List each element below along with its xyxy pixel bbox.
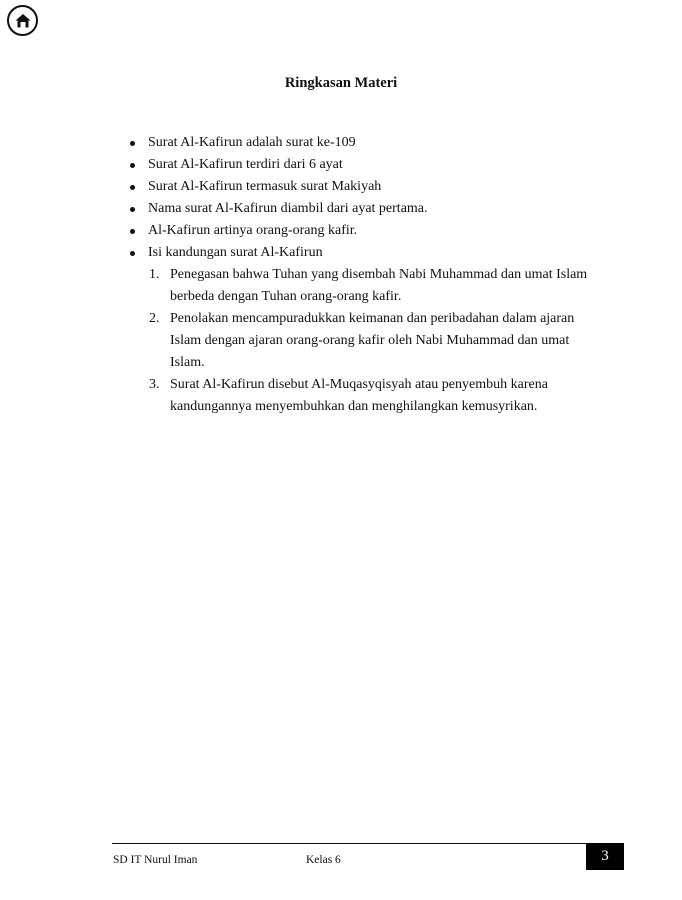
bullet-text: Surat Al-Kafirun adalah surat ke-109	[148, 135, 356, 150]
bullet-text: Surat Al-Kafirun termasuk surat Makiyah	[148, 179, 382, 194]
bullet-item	[130, 154, 600, 176]
bullet-list	[130, 132, 600, 418]
bullet-text: Al-Kafirun artinya orang-orang kafir.	[148, 223, 358, 238]
bullet-item	[130, 220, 600, 242]
number-marker: 2.	[149, 311, 160, 326]
footer-divider	[112, 843, 587, 844]
home-button[interactable]	[7, 5, 38, 36]
numbered-list	[148, 264, 600, 418]
home-icon	[14, 12, 32, 30]
number-marker: 1.	[149, 267, 160, 282]
numbered-item-text: Penolakan mencampuradukkan keimanan dan peribadahan dalam ajaran Islam dengan ajaran orang-orang kafir oleh Nabi Muhammad dan umat Islam.	[170, 311, 575, 370]
bullet-text: Nama surat Al-Kafirun diambil dari ayat pertama.	[148, 201, 428, 216]
bullet-item	[130, 242, 600, 418]
bullet-text: Surat Al-Kafirun terdiri dari 6 ayat	[148, 157, 343, 172]
page-number: 3	[586, 843, 624, 870]
numbered-item-text: Surat Al-Kafirun disebut Al-Muqasyqisyah atau penyembuh karena kandungannya menyembuhkan dan menghilangkan kemusyrikan.	[170, 377, 548, 414]
bullet-item	[130, 198, 600, 220]
numbered-item	[148, 374, 600, 418]
page-title: Ringkasan Materi	[284, 75, 398, 91]
bullet-text: Isi kandungan surat Al-Kafirun	[148, 245, 323, 260]
footer-class-label: Kelas 6	[306, 854, 341, 866]
footer-school-name: SD IT Nurul Iman	[113, 854, 198, 866]
numbered-item	[148, 264, 600, 308]
bullet-item	[130, 132, 600, 154]
summary-content	[130, 132, 600, 418]
numbered-item	[148, 308, 600, 374]
numbered-item-text: Penegasan bahwa Tuhan yang disembah Nabi Muhammad dan umat Islam berbeda dengan Tuhan orang-orang kafir.	[170, 267, 588, 304]
number-marker: 3.	[149, 377, 160, 392]
bullet-item	[130, 176, 600, 198]
